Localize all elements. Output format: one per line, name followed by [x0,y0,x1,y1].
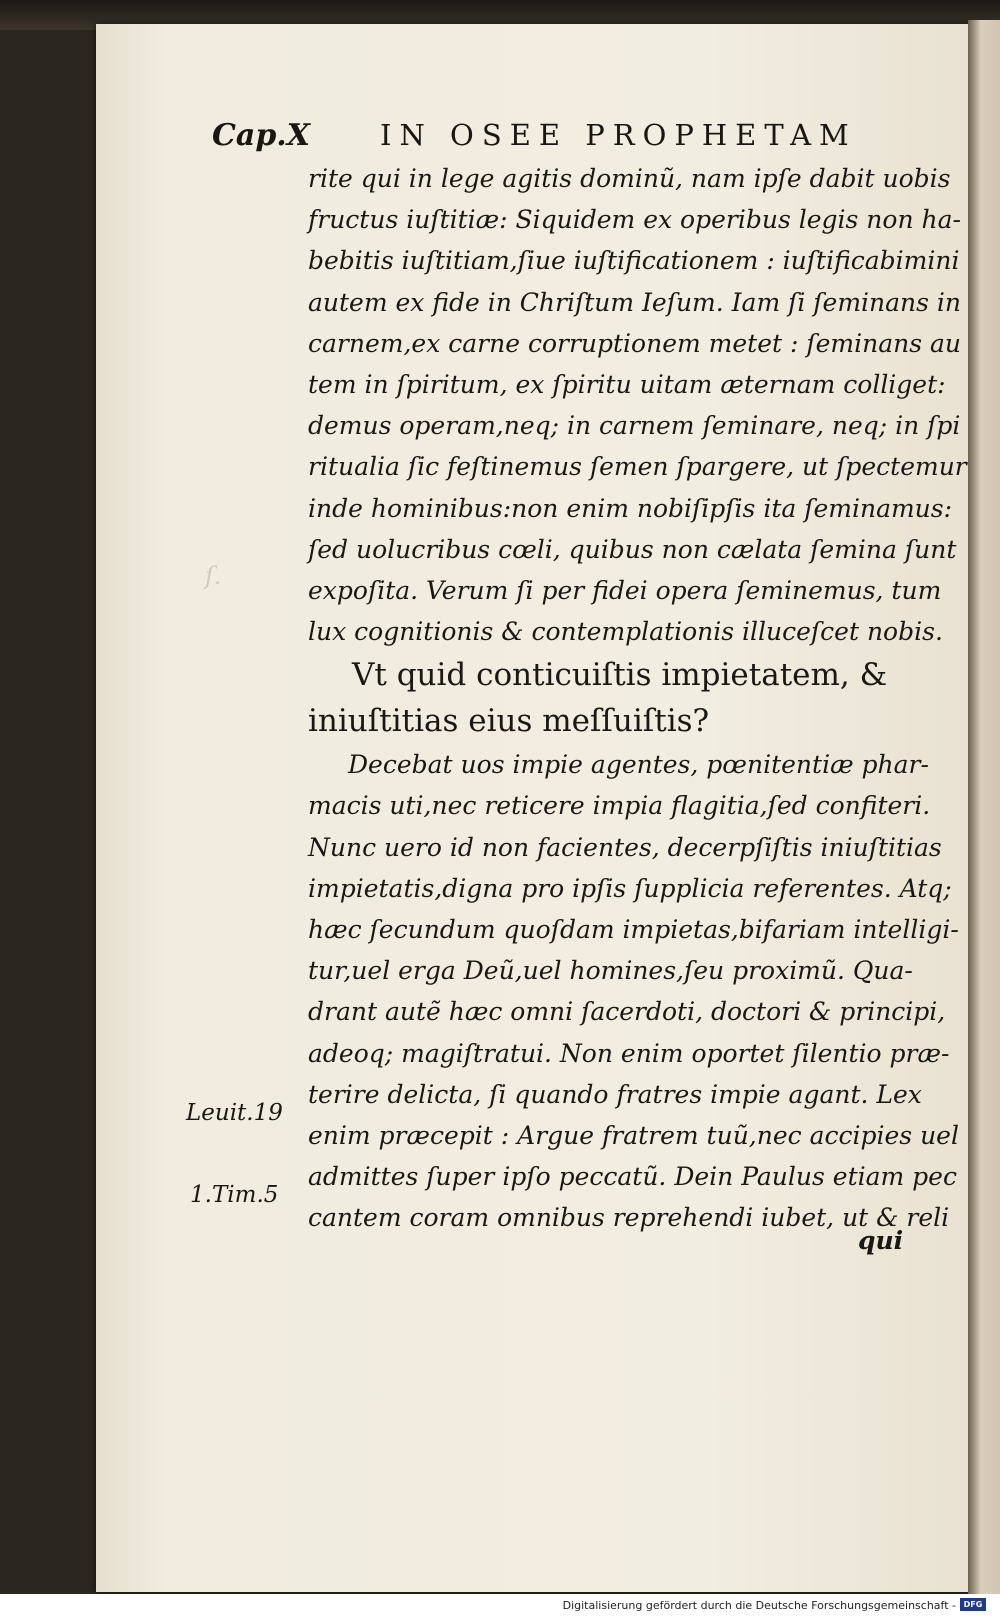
text-line: fructus iuſtitiæ: Siquidem ex operibus legis non ha- [308,205,961,235]
text-line: impietatis,digna pro ipſis ſupplicia referentes. Atq; [308,873,952,903]
text-line: terire delicta, ſi quando fratres impie agant. Lex [308,1079,922,1109]
facing-page-edge [968,20,1000,1595]
text-line: carnem,ex carne corruptionem metet : ſeminans au [308,328,961,358]
lemma-line: iniuſtitias eius meſſuiſtis? [308,703,710,740]
text-line: expoſita. Verum ſi per fidei opera ſeminemus, tum [308,575,942,605]
text-line: ritualia ſic feſtinemus ſemen ſpargere, ut ſpectemur [308,452,967,482]
text-line: tem in ſpiritum, ex ſpiritu uitam æternam colliget: [308,369,946,399]
lemma-line: Vt quid conticuiſtis impietatem, & [352,657,888,694]
margin-note-leuit: Leuit.19 [186,1100,283,1126]
running-head: IN OSEE PROPHETAM [380,118,857,152]
text-line: ſed uolucribus cœli, quibus non cælata ſemina ſunt [308,534,957,564]
text-line: adeoq; magiſtratui. Non enim oportet ſilentio præ- [308,1038,950,1068]
text-line: inde hominibus:non enim nobiſipſis ita ſeminamus: [308,493,953,523]
text-line: drant autẽ hæc omni ſacerdoti, doctori & principi, [308,997,946,1027]
text-line: tur,uel erga Deũ,uel homines,ſeu proximũ. Qua- [308,956,913,986]
margin-note-tim: 1.Tim.5 [190,1182,279,1208]
text-line: hæc ſecundum quoſdam impietas,bifariam intelligi- [308,915,959,944]
chapter-marker: Cap.X [212,118,311,153]
text-line: macis uti,nec reticere impia flagitia,ſed confiteri. [308,791,931,821]
text-line: bebitis iuſtitiam,ſiue iuſtificationem : iuſtificabimini [308,246,960,276]
text-line: cantem coram omnibus reprehendi iubet, ut & reli [308,1203,950,1233]
text-line: rite qui in lege agitis dominũ, nam ipſe dabit uobis [308,164,951,193]
footer-credit: Digitalisierung gefördert durch die Deutsche Forschungsgemeinschaft - [562,1599,956,1612]
main-text-block [308,158,967,1239]
text-line: Nunc uero id non facientes, decerpſiſtis iniuſtitias [308,832,942,862]
text-line: demus operam,neq; in carnem ſeminare, neq; in ſpi [308,411,961,441]
dfg-logo: DFG [960,1598,986,1611]
text-line: Decebat uos impie agentes, pœnitentiæ phar- [348,750,929,780]
text-line: autem ex fide in Chriſtum Ieſum. Iam ſi ſeminans in [308,287,962,317]
text-line: admittes ſuper ipſo peccatũ. Dein Paulus etiam pec [308,1162,957,1192]
bleed-through-mark: ſ. [205,562,222,590]
text-line: enim præcepit : Argue fratrem tuũ,nec accipies uel [308,1120,959,1150]
catchword: qui [858,1226,904,1255]
text-line: lux cognitionis & contemplationis illuceſcet nobis. [308,617,943,647]
